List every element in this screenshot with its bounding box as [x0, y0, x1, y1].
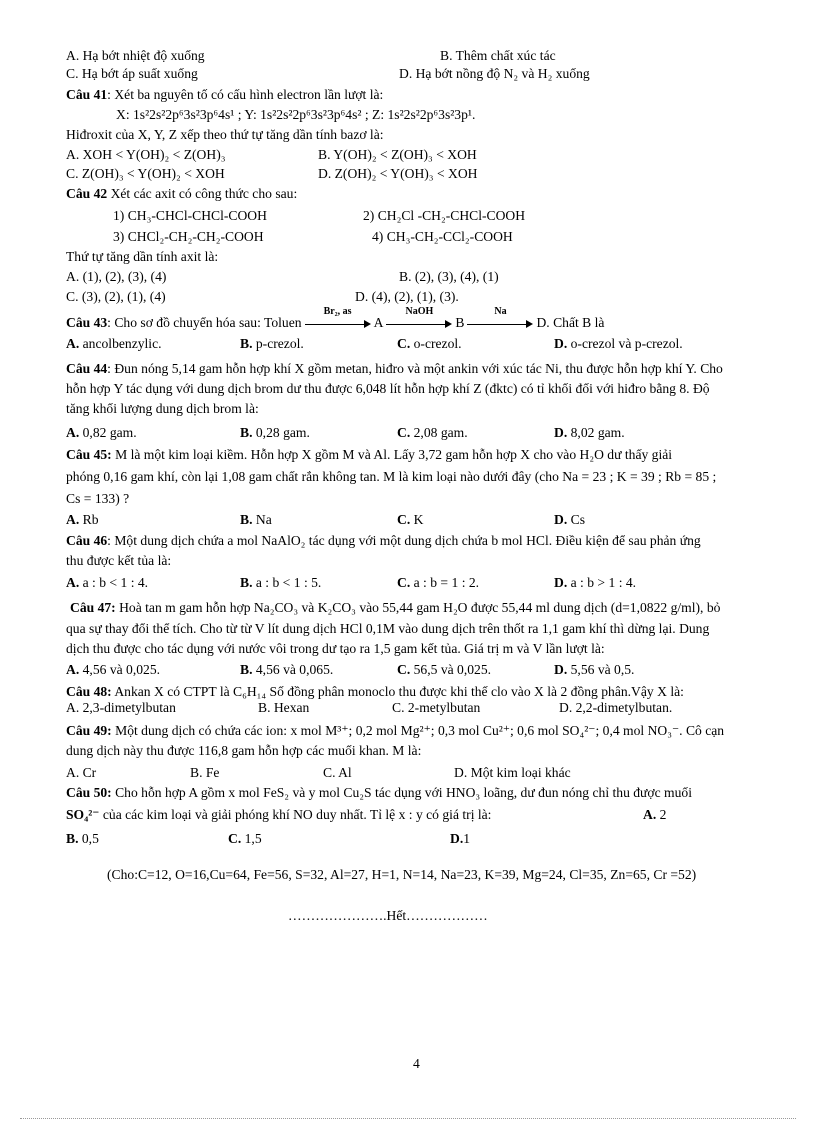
text-line	[66, 830, 99, 848]
line-text: K	[413, 512, 424, 527]
line-text: o-crezol và p-crezol.	[570, 336, 683, 351]
bold-label: D.	[554, 425, 571, 440]
line-text: A. Cr	[66, 765, 97, 780]
line-text: 1) CH₃-CHCl-CHCl-COOH	[113, 208, 267, 223]
text-line	[66, 335, 162, 353]
text-line	[397, 661, 491, 679]
bold-label: SO₄²⁻	[66, 807, 100, 822]
text-line	[643, 806, 666, 824]
text-line	[66, 268, 166, 286]
bold-label: C.	[397, 575, 414, 590]
text-line	[66, 446, 672, 464]
line-text: 5,56 và 0,5.	[570, 662, 635, 677]
bold-label: Câu 47:	[70, 600, 116, 615]
bold-label: B.	[240, 662, 256, 677]
bold-label: C.	[397, 662, 414, 677]
line-text: của các kim loại và giải phóng khí NO duy nhất. Tỉ lệ x : y có giá trị là:	[99, 807, 492, 822]
line-text: B. Fe	[190, 765, 220, 780]
bold-label: D.	[554, 512, 571, 527]
line-text: Thứ tự tăng dần tính axit là:	[66, 249, 219, 264]
text-line	[450, 830, 470, 848]
text-line	[554, 424, 625, 442]
text-line	[66, 65, 198, 83]
line-text: Hiđroxit của X, Y, Z xếp theo thứ tự tăng dần tính bazơ là:	[66, 127, 384, 142]
text-line	[258, 699, 309, 717]
line-text: dung dịch này thu được 116,8 gam hỗn hợp các muối khan. M là:	[66, 743, 422, 758]
bold-label: C.	[228, 831, 245, 846]
line-text: A. (1), (2), (3), (4)	[66, 269, 167, 284]
line-text: D. Z(OH)₂ < Y(OH)₃ < XOH	[318, 166, 478, 181]
line-text: C. 2-metylbutan	[392, 700, 481, 715]
line-text: p-crezol.	[255, 336, 304, 351]
line-text: M là một kim loại kiềm. Hỗn hợp X gồm M và Al. Lấy 3,72 gam hỗn hợp X cho vào H₂O dư thấy giải	[111, 447, 673, 462]
text-line	[228, 830, 262, 848]
line-text: Cs = 133) ?	[66, 491, 130, 506]
line-text: ………………….Hết………………	[288, 908, 488, 923]
text-line	[240, 574, 321, 592]
line-text: C. Al	[323, 765, 352, 780]
text-line	[66, 532, 701, 550]
line-text: tăng khối lượng dung dịch brom là:	[66, 401, 259, 416]
line-text: 56,5 và 0,025.	[413, 662, 492, 677]
bold-label: C.	[397, 336, 414, 351]
text-line	[559, 699, 672, 717]
line-text: phóng 0,16 gam khí, còn lại 1,08 gam chất rắn không tan. M là kim loại nào dưới đây (cho Na = 23 ; K = 39 ; Rb = 85 ;	[66, 469, 717, 484]
bold-label: B.	[240, 512, 256, 527]
question-43-scheme	[66, 305, 605, 332]
bold-label: A.	[66, 575, 83, 590]
line-text: B. Y(OH)₂ < Z(OH)₃ < XOH	[318, 147, 477, 162]
line-text: D. Một kim loại khác	[454, 765, 571, 780]
text-line	[70, 599, 720, 617]
reaction-arrow-2-label: NaOH	[405, 305, 434, 317]
bold-label: Câu 44	[66, 361, 108, 376]
text-line	[372, 228, 513, 246]
text-line	[66, 468, 716, 486]
line-text: a : b < 1 : 4.	[82, 575, 149, 590]
text-line	[318, 165, 477, 183]
line-text: qua sự thay đổi thể tích. Cho từ từ V lít dung dịch HCl 0,1M vào dung dịch trên thốt ra 1,1 gam khí thì dừng lại. Dung	[66, 621, 710, 636]
line-text: Cs	[570, 512, 585, 527]
text-line	[66, 722, 724, 740]
text-line	[554, 511, 585, 529]
text-line	[66, 185, 297, 203]
text-line	[66, 165, 225, 183]
text-line	[397, 574, 479, 592]
text-line	[107, 866, 696, 884]
text-line	[399, 268, 499, 286]
bold-label: A.	[66, 425, 83, 440]
line-text: X: 1s²2s²2p⁶3s²3p⁶4s¹ ; Y: 1s²2s²2p⁶3s²3p⁶4s² ; Z: 1s²2s²2p⁶3s²3p¹.	[116, 107, 476, 122]
line-text: C. Z(OH)₃ < Y(OH)₂ < XOH	[66, 166, 225, 181]
line-text: B. Hexan	[258, 700, 310, 715]
bold-label: Câu 42	[66, 186, 108, 201]
bold-label: A.	[66, 662, 83, 677]
text-line	[66, 288, 166, 306]
product-b: B	[455, 315, 465, 330]
line-text: Ankan X có CTPT là C₆H₁₄ Số đồng phân monoclo thu được khi thế clo vào X là 2 đồng phân.Vậy X là:	[111, 684, 684, 699]
text-line	[554, 574, 636, 592]
bold-label: A.	[66, 336, 83, 351]
text-line	[66, 699, 176, 717]
line-text: B. Thêm chất xúc tác	[440, 48, 556, 63]
line-text: a : b < 1 : 5.	[255, 575, 322, 590]
line-text: D. (4), (2), (1), (3).	[355, 289, 459, 304]
line-text: : Xét ba nguyên tố có cấu hình electron lần lượt là:	[107, 87, 384, 102]
arrow-shaft	[305, 324, 365, 325]
line-text: 4	[413, 1056, 420, 1071]
text-line	[66, 490, 129, 508]
text-line	[190, 764, 219, 782]
bold-label: D.	[450, 831, 464, 846]
text-line	[66, 784, 692, 802]
bold-label: Câu 45:	[66, 447, 112, 462]
text-line	[66, 380, 710, 398]
text-line	[116, 106, 475, 124]
text-line	[240, 424, 310, 442]
line-text: 2,08 gam.	[413, 425, 468, 440]
line-text: 2) CH₂Cl -CH₂-CHCl-COOH	[363, 208, 526, 223]
bold-label: Câu 50:	[66, 785, 112, 800]
bold-label: A.	[643, 807, 660, 822]
bold-label: D.	[554, 662, 571, 677]
line-text: thu được kết tủa là:	[66, 553, 172, 568]
text-line	[66, 248, 218, 266]
text-line	[413, 1055, 420, 1073]
arrow-head	[364, 320, 371, 328]
line-text: A. 2,3-dimetylbutan	[66, 700, 176, 715]
line-text: Rb	[82, 512, 99, 527]
line-text: A. XOH < Y(OH)₂ < Z(OH)₃	[66, 147, 226, 162]
line-text: hỗn hợp Y tác dụng với dung dịch brom dư thu được 6,048 lít hỗn hợp khí Z (đktc) có tỉ khối đối với hiđro bằng 8. Độ	[66, 381, 710, 396]
line-text: A. Hạ bớt nhiệt độ xuống	[66, 48, 205, 63]
bold-label: Câu 46	[66, 533, 108, 548]
line-text: 4) CH₃-CH₂-CCl₂-COOH	[372, 229, 513, 244]
line-text: 0,5	[81, 831, 99, 846]
bold-label: A.	[66, 512, 83, 527]
text-line	[440, 47, 556, 65]
text-line	[397, 511, 423, 529]
reaction-arrow-1	[305, 305, 371, 331]
text-line	[66, 764, 96, 782]
line-text: Hoà tan m gam hỗn hợp Na₂CO₃ và K₂CO₃ vào 55,44 gam H₂O được 55,44 ml dung dịch (d=1,0822 g/ml), bỏ	[115, 600, 721, 615]
line-text: 0,82 gam.	[82, 425, 137, 440]
text-line	[66, 620, 709, 638]
text-line	[66, 574, 148, 592]
text-line	[318, 146, 477, 164]
line-text: 8,02 gam.	[570, 425, 625, 440]
line-text: Na	[255, 512, 272, 527]
line-text: 2	[659, 807, 667, 822]
text-line	[397, 424, 468, 442]
text-line	[66, 424, 137, 442]
bold-label: C.	[397, 425, 414, 440]
arrow-shaft	[386, 324, 446, 325]
question-text: : Cho sơ đồ chuyển hóa sau: Toluen	[107, 315, 302, 330]
page-bottom-border	[20, 1118, 796, 1119]
bold-label: C.	[397, 512, 414, 527]
text-line	[240, 335, 304, 353]
line-text: D. 2,2-dimetylbutan.	[559, 700, 673, 715]
line-text: : Đun nóng 5,14 gam hỗn hợp khí X gồm metan, hiđro và một ankin với xúc tác Ni, thu được hỗn hợp khí Y. Cho	[107, 361, 723, 376]
text-line	[240, 661, 333, 679]
bold-label: B.	[240, 336, 256, 351]
text-line	[66, 126, 384, 144]
line-text: 1	[463, 831, 471, 846]
bold-label: B.	[66, 831, 82, 846]
line-text: dịch thu được cho tác dụng với nước vôi trong dư tạo ra 1,5 gam kết tủa. Giá trị m và V lần lượt là:	[66, 641, 605, 656]
arrow-shaft	[467, 324, 527, 325]
bold-label: B.	[240, 575, 256, 590]
text-line	[66, 742, 421, 760]
reaction-arrow-1-label: Br₂, as	[323, 305, 352, 317]
text-line	[66, 86, 383, 104]
line-text: 0,28 gam.	[255, 425, 310, 440]
text-line	[240, 511, 272, 529]
bold-label: D.	[554, 336, 571, 351]
line-text: B. (2), (3), (4), (1)	[399, 269, 499, 284]
bold-label: D.	[554, 575, 571, 590]
line-text: a : b > 1 : 4.	[570, 575, 637, 590]
product-d: D. Chất B là	[536, 315, 605, 330]
arrow-head	[445, 320, 452, 328]
text-line	[66, 360, 723, 378]
text-line	[399, 65, 590, 83]
bold-label: B.	[240, 425, 256, 440]
line-text: ancolbenzylic.	[82, 336, 162, 351]
reaction-arrow-2	[386, 305, 452, 331]
reaction-arrow-3	[467, 305, 533, 331]
line-text: Cho hỗn hợp A gồm x mol FeS₂ và y mol Cu₂S tác dụng với HNO₃ loãng, dư đun nóng chỉ thu được muối	[111, 785, 692, 800]
text-line	[554, 661, 634, 679]
text-line	[66, 511, 99, 529]
text-line	[66, 552, 171, 570]
line-text: Xét các axit có công thức cho sau:	[107, 186, 298, 201]
question-number: Câu 43	[66, 315, 108, 330]
line-text: (Cho:C=12, O=16,Cu=64, Fe=56, S=32, Al=27, H=1, N=14, Na=23, K=39, Mg=24, Cl=35, Zn=65, Cr =52)	[107, 867, 697, 882]
reaction-arrow-3-label: Na	[494, 305, 507, 317]
text-line	[554, 335, 683, 353]
text-line	[66, 806, 491, 824]
bold-label: Câu 41	[66, 87, 108, 102]
text-line	[66, 640, 605, 658]
line-text: a : b = 1 : 2.	[413, 575, 480, 590]
bold-label: Câu 48:	[66, 684, 112, 699]
product-a: A	[373, 315, 384, 330]
bold-label: Câu 49:	[66, 723, 112, 738]
line-text: C. Hạ bớt áp suất xuống	[66, 66, 198, 81]
text-line	[397, 335, 462, 353]
text-line	[66, 400, 259, 418]
line-text: 4,56 và 0,025.	[82, 662, 161, 677]
text-line	[288, 907, 488, 925]
text-line	[66, 146, 225, 164]
text-line	[113, 228, 264, 246]
line-text: 3) CHCl₂-CH₂-CH₂-COOH	[113, 229, 264, 244]
text-line	[113, 207, 267, 225]
text-line	[454, 764, 571, 782]
text-line	[66, 47, 205, 65]
line-text: D. Hạ bớt nồng độ N₂ và H₂ xuống	[399, 66, 590, 81]
text-line	[355, 288, 459, 306]
line-text: : Một dung dịch chứa a mol NaAlO₂ tác dụng với một dung dịch chứa b mol HCl. Điều kiện để sau phản ứng	[107, 533, 701, 548]
text-line	[392, 699, 480, 717]
line-text: 4,56 và 0,065.	[255, 662, 334, 677]
line-text: o-crezol.	[413, 336, 462, 351]
text-line	[323, 764, 352, 782]
text-line	[66, 661, 160, 679]
arrow-head	[526, 320, 533, 328]
text-line	[363, 207, 525, 225]
line-text: Một dung dịch có chứa các ion: x mol M³⁺; 0,2 mol Mg²⁺; 0,3 mol Cu²⁺; 0,6 mol SO₄²⁻; 0,4 mol NO₃⁻. Cô cạn	[111, 723, 725, 738]
line-text: 1,5	[244, 831, 262, 846]
line-text: C. (3), (2), (1), (4)	[66, 289, 166, 304]
